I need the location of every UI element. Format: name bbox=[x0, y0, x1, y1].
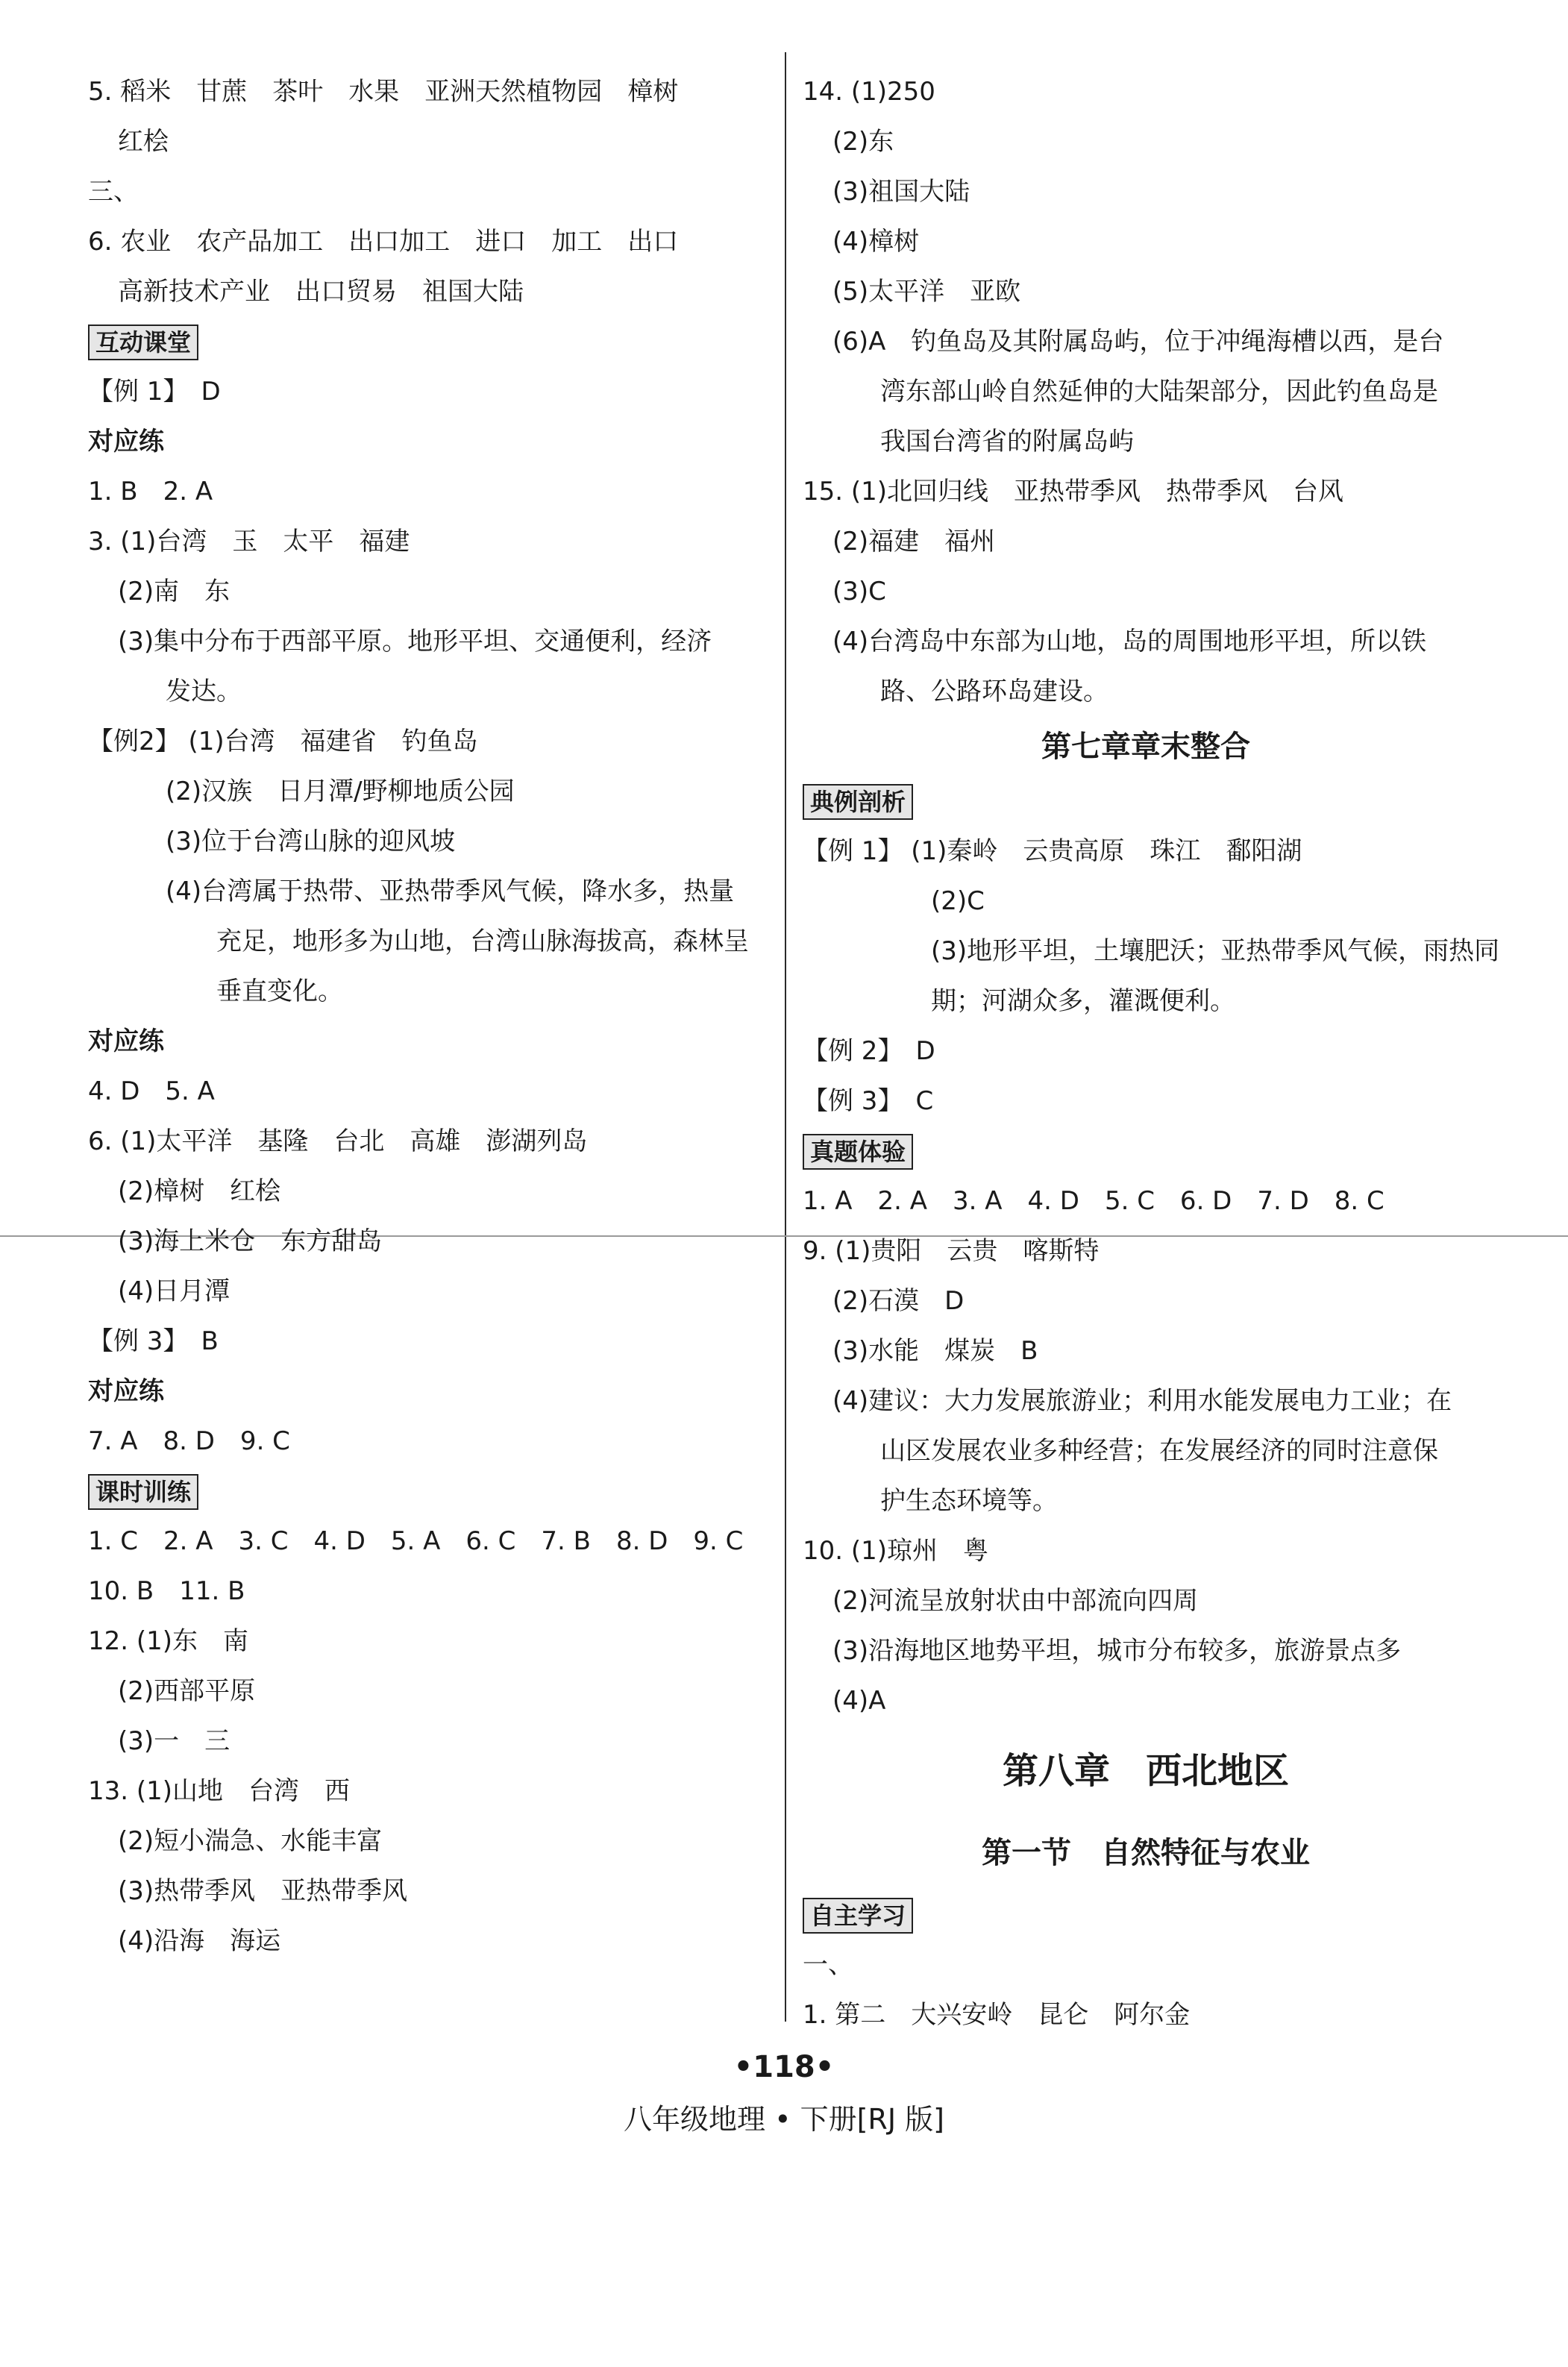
answer-line: 【例 1】 (1)秦岭 云贵高原 珠江 鄱阳湖 bbox=[803, 836, 1302, 866]
section-label-box bbox=[88, 317, 774, 367]
answer-line: (2)C bbox=[931, 886, 985, 916]
answer-line: 【例 2】 D bbox=[803, 1036, 935, 1066]
answer-line: 14. (1)250 bbox=[803, 77, 935, 107]
section-label-box bbox=[88, 1467, 774, 1517]
answer-line: 10. B 11. B bbox=[88, 1576, 245, 1606]
answer-line: (6)A 钓鱼岛及其附属岛屿，位于冲绳海槽以西，是台 bbox=[832, 327, 1444, 357]
answer-line: 7. A 8. D 9. C bbox=[88, 1426, 290, 1456]
answer-line: (2)福建 福州 bbox=[832, 527, 996, 557]
answer-line: (3)热带季风 亚热带季风 bbox=[118, 1876, 408, 1906]
page-number: •118• bbox=[733, 2050, 835, 2084]
section-label: 真题体验 bbox=[803, 1134, 913, 1170]
answer-line: (2)河流呈放射状由中部流向四周 bbox=[832, 1586, 1199, 1616]
column-divider bbox=[785, 52, 786, 2022]
answer-line: (3)C bbox=[832, 577, 886, 606]
answer-line: 【例 3】 B bbox=[88, 1326, 219, 1356]
answer-line: (2)汉族 日月潭/野柳地质公园 bbox=[166, 777, 515, 806]
answer-line: (2)南 东 bbox=[118, 577, 231, 606]
answer-line: (4)日月潭 bbox=[118, 1276, 231, 1306]
left-column bbox=[88, 67, 774, 1966]
answer-line: (3)海上米仓 东方甜岛 bbox=[118, 1226, 383, 1256]
section-label: 课时训练 bbox=[88, 1474, 198, 1510]
answer-line: 6. (1)太平洋 基隆 台北 高雄 澎湖列岛 bbox=[88, 1126, 588, 1156]
answer-line: (2)樟树 红桧 bbox=[118, 1176, 281, 1206]
answer-line: 13. (1)山地 台湾 西 bbox=[88, 1776, 351, 1806]
section-label-box bbox=[803, 777, 1489, 827]
answer-line: 4. D 5. A bbox=[88, 1076, 215, 1106]
answer-line: 我国台湾省的附属岛屿 bbox=[880, 427, 1134, 457]
section-label: 典例剖析 bbox=[803, 784, 913, 820]
answer-line: (3)沿海地区地势平坦，城市分布较多，旅游景点多 bbox=[832, 1636, 1402, 1666]
chapter-title: 第八章 西北地区 bbox=[1002, 1750, 1289, 1792]
answer-line: 护生态环境等。 bbox=[880, 1486, 1058, 1516]
answer-line: 1. C 2. A 3. C 4. D 5. A 6. C 7. B 8. D 9. C bbox=[88, 1526, 744, 1556]
answer-line: (3)位于台湾山脉的迎风坡 bbox=[166, 827, 456, 856]
answer-line: 12. (1)东 南 bbox=[88, 1626, 249, 1656]
answer-line: (4)A bbox=[832, 1686, 886, 1716]
answer-line: 三、 bbox=[88, 177, 139, 207]
answer-line: 高新技术产业 出口贸易 祖国大陆 bbox=[118, 277, 524, 307]
section-label-box bbox=[803, 1126, 1489, 1176]
answer-line: 9. (1)贵阳 云贵 喀斯特 bbox=[803, 1236, 1100, 1266]
answer-line: (3)水能 煤炭 B bbox=[832, 1336, 1038, 1366]
answer-line: 【例2】 (1)台湾 福建省 钓鱼岛 bbox=[88, 727, 478, 756]
answer-line: 红桧 bbox=[118, 127, 169, 157]
answer-line: (3)祖国大陆 bbox=[832, 177, 970, 207]
answer-line: (4)台湾属于热带、亚热带季风气候，降水多，热量 bbox=[166, 877, 735, 906]
answer-line: (4)沿海 海运 bbox=[118, 1926, 281, 1956]
answer-line: 【例 1】 D bbox=[88, 377, 221, 407]
answer-line: (3)地形平坦，土壤肥沃；亚热带季风气候，雨热同 bbox=[931, 936, 1500, 966]
answer-line: (4)建议：大力发展旅游业；利用水能发展电力工业；在 bbox=[832, 1386, 1452, 1416]
answer-line: 3. (1)台湾 玉 太平 福建 bbox=[88, 527, 410, 557]
answer-line: (2)短小湍急、水能丰富 bbox=[118, 1826, 383, 1856]
answer-line: (2)西部平原 bbox=[118, 1676, 256, 1706]
answer-line: 10. (1)琼州 粤 bbox=[803, 1536, 989, 1566]
section-label: 互动课堂 bbox=[88, 325, 198, 360]
answer-line: 路、公路环岛建设。 bbox=[880, 677, 1108, 706]
answer-line: 发达。 bbox=[166, 677, 242, 706]
answer-line: 6. 农业 农产品加工 出口加工 进口 加工 出口 bbox=[88, 227, 679, 257]
chapter-summary-heading: 第七章章末整合 bbox=[1041, 730, 1250, 764]
right-column bbox=[803, 67, 1500, 2040]
answer-line: (5)太平洋 亚欧 bbox=[832, 277, 1021, 307]
answer-line: (3)一 三 bbox=[118, 1726, 231, 1756]
section-label-box bbox=[803, 1890, 1489, 1940]
section-label: 自主学习 bbox=[803, 1898, 913, 1934]
answer-line: 对应练 bbox=[88, 1026, 164, 1056]
answer-line: 山区发展农业多种经营；在发展经济的同时注意保 bbox=[880, 1436, 1438, 1466]
answer-line: 充足，地形多为山地，台湾山脉海拔高，森林呈 bbox=[216, 927, 749, 956]
answer-line: 5. 稻米 甘蔗 茶叶 水果 亚洲天然植物园 樟树 bbox=[88, 77, 679, 107]
answer-line: (3)集中分布于西部平原。地形平坦、交通便利，经济 bbox=[118, 627, 712, 656]
answer-line: 垂直变化。 bbox=[216, 976, 343, 1006]
answer-line: 15. (1)北回归线 亚热带季风 热带季风 台风 bbox=[803, 477, 1344, 507]
answer-line: 对应练 bbox=[88, 427, 164, 457]
answer-line: 湾东部山岭自然延伸的大陆架部分，因此钓鱼岛是 bbox=[880, 377, 1438, 407]
answer-line: 【例 3】 C bbox=[803, 1086, 934, 1116]
answer-line: 期；河湖众多，灌溉便利。 bbox=[931, 986, 1235, 1016]
answer-line: 1. 第二 大兴安岭 昆仑 阿尔金 bbox=[803, 2000, 1191, 2030]
answer-line: 一、 bbox=[803, 1950, 853, 1980]
book-title: 八年级地理 • 下册[RJ 版] bbox=[624, 2103, 944, 2136]
answer-line: 1. B 2. A bbox=[88, 477, 213, 507]
answer-line: (2)东 bbox=[832, 127, 894, 157]
answer-line: (4)樟树 bbox=[832, 227, 920, 257]
answer-line: 1. A 2. A 3. A 4. D 5. C 6. D 7. D 8. C bbox=[803, 1186, 1384, 1216]
section-title: 第一节 自然特征与农业 bbox=[982, 1836, 1310, 1870]
answer-line: (2)石漠 D bbox=[832, 1286, 965, 1316]
answer-line: 对应练 bbox=[88, 1376, 164, 1406]
answer-line: (4)台湾岛中东部为山地，岛的周围地形平坦，所以铁 bbox=[832, 627, 1427, 656]
